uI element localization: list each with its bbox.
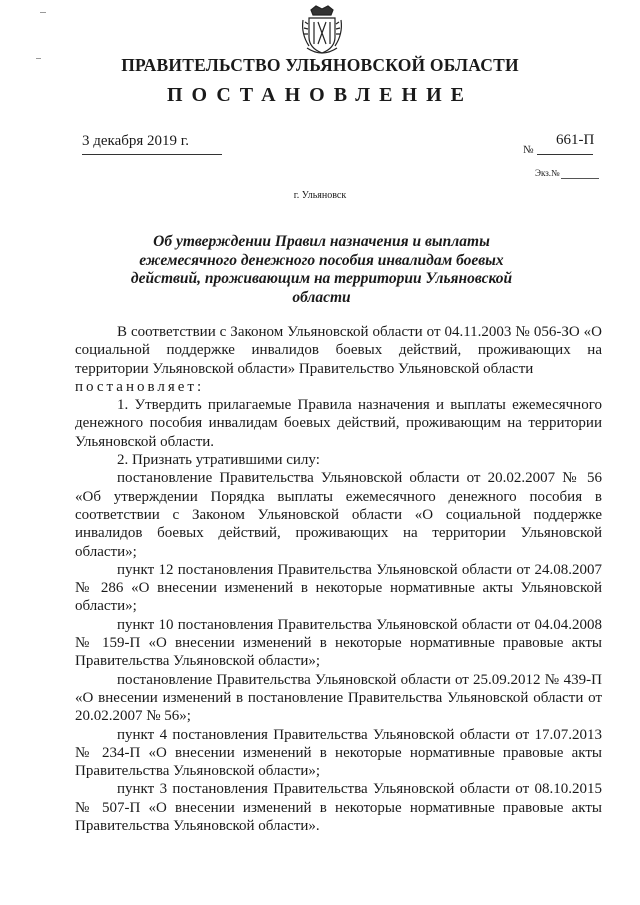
copy-underline	[561, 178, 599, 179]
document-number: 661-П	[556, 132, 595, 148]
number-underline	[537, 154, 593, 155]
repealed-act-2: пункт 12 постановления Правительства Ульяновской области от 24.08.2007 № 286 «О внесении изменений в некоторые нормативные акты Ульяновской области»;	[75, 561, 602, 615]
repealed-act-1: постановление Правительства Ульяновской области от 20.02.2007 № 56 «Об утверждении Порядка выплаты ежемесячного денежного пособия в соответствии с Законом Ульяновской области «О социальной поддержке инвалидов боевых действий, проживающих на территории Ульяновской области»;	[75, 470, 602, 560]
copy-label: Экз.№	[535, 168, 560, 178]
date-underline	[82, 154, 222, 155]
scan-artifact	[40, 12, 46, 13]
coat-of-arms-icon	[299, 4, 345, 56]
document-body	[75, 323, 602, 835]
document-title: Об утверждении Правил назначения и выплаты ежемесячного денежного пособия инвалидам боевых действий, проживающим на территории Ульяновской области	[130, 233, 513, 306]
intro-text: В соответствии с Законом Ульяновской области от 04.11.2003 № 056-ЗО «О социальной поддержке инвалидов боевых действий, проживающих на территории Ульяновской области» Правительство Ульяновской области	[75, 324, 602, 377]
repealed-act-5: пункт 4 постановления Правительства Ульяновской области от 17.07.2013 № 234-П «О внесении изменений в некоторые нормативные правовые акты Правительства Ульяновской области»;	[75, 726, 602, 780]
item-1: 1. Утвердить прилагаемые Правила назначения и выплаты ежемесячного денежного пособия инвалидам боевых действий, проживающим на территории Ульяновской области.	[75, 397, 602, 450]
repealed-act-6: пункт 3 постановления Правительства Ульяновской области от 08.10.2015 № 507-П «О внесении изменений в некоторые нормативные правовые акты Правительства Ульяновской области».	[75, 781, 602, 835]
item-2: 2. Признать утратившими силу:	[117, 452, 320, 469]
document-date: 3 декабря 2019 г.	[82, 133, 189, 149]
repealed-act-3: пункт 10 постановления Правительства Ульяновской области от 04.04.2008 № 159-П «О внесении изменений в некоторые нормативные правовые акты Правительства Ульяновской области»;	[75, 616, 602, 670]
repealed-act-4: постановление Правительства Ульяновской области от 25.09.2012 № 439-П «О внесении изменений в постановление Правительства Ульяновской области от 20.02.2007 № 56»;	[75, 671, 602, 725]
resolve-word: постановляет:	[75, 378, 205, 395]
document-type: ПОСТАНОВЛЕНИЕ	[167, 84, 473, 106]
organization-name: ПРАВИТЕЛЬСТВО УЛЬЯНОВСКОЙ ОБЛАСТИ	[121, 55, 519, 75]
number-sign: №	[523, 144, 534, 156]
intro-paragraph	[75, 323, 602, 396]
city: г. Ульяновск	[293, 190, 347, 201]
